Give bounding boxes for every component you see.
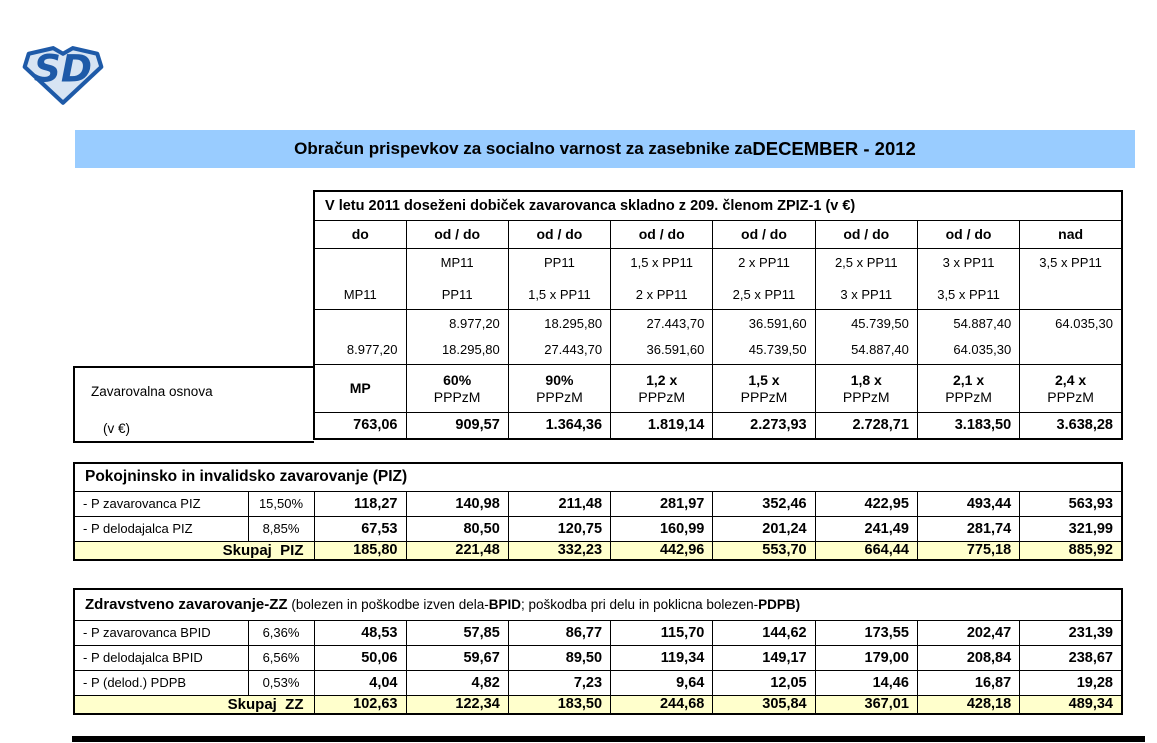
range-label-cell	[1020, 248, 1122, 309]
range-value: 64.035,30	[1055, 315, 1113, 331]
insurance-basis-label-box	[73, 366, 314, 443]
range-label: MP11	[343, 286, 377, 302]
range-value: 18.295,80	[441, 341, 500, 357]
basis-value: 763,06	[314, 412, 406, 439]
piz-total-label: Skupaj PIZ	[74, 541, 314, 560]
range-value: 27.443,70	[544, 341, 603, 357]
column-header: od / do	[713, 220, 815, 248]
total-value: 664,44	[815, 541, 917, 560]
basis-value: 3.183,50	[917, 412, 1019, 439]
basis-header-cell	[406, 364, 508, 412]
total-value: 102,63	[314, 695, 406, 714]
contribution-value: 48,53	[314, 620, 406, 645]
contribution-value: 160,99	[611, 516, 713, 541]
contribution-value: 563,93	[1020, 491, 1122, 516]
table-row	[74, 645, 1122, 670]
range-label-row	[314, 248, 1122, 309]
contribution-value: 231,39	[1020, 620, 1122, 645]
piz-total-row	[74, 541, 1122, 560]
basis-value: 2.273,93	[713, 412, 815, 439]
range-label	[315, 255, 406, 271]
basis-header-sub: PPPzM	[433, 388, 481, 405]
contribution-value: 4,04	[314, 670, 406, 695]
range-label-cell	[314, 248, 406, 309]
column-header-row	[314, 220, 1122, 248]
basis-header-row	[314, 364, 1122, 412]
contribution-label: - P zavarovanca BPID	[74, 620, 248, 645]
total-value: 442,96	[611, 541, 713, 560]
contribution-rate: 15,50%	[248, 491, 314, 516]
range-label: 3,5 x PP11	[937, 286, 1000, 302]
range-value: 54.887,40	[953, 315, 1012, 331]
basis-header-cell	[713, 364, 815, 412]
contribution-label: - P delodajalca PIZ	[74, 516, 248, 541]
contribution-value: 281,74	[917, 516, 1019, 541]
range-label: 3,5 x PP11	[1039, 254, 1102, 270]
basis-value: 909,57	[406, 412, 508, 439]
column-header: od / do	[406, 220, 508, 248]
page-title: Obračun prispevkov za socialno varnost za zasebnike za	[294, 139, 753, 158]
total-value: 305,84	[713, 695, 815, 714]
contribution-value: 140,98	[406, 491, 508, 516]
range-label-cell	[508, 248, 610, 309]
zz-title-seg: ; poškodba pri delu in poklicna bolezen-	[520, 597, 759, 613]
total-value: 367,01	[815, 695, 917, 714]
basis-header-sub: PPPzM	[740, 388, 788, 405]
contribution-value: 202,47	[917, 620, 1019, 645]
range-label-cell	[611, 248, 713, 309]
contribution-value: 211,48	[508, 491, 610, 516]
contribution-value: 4,82	[406, 670, 508, 695]
contribution-value: 352,46	[713, 491, 815, 516]
range-label: PP11	[544, 254, 575, 270]
range-label-cell	[713, 248, 815, 309]
total-value: 489,34	[1020, 695, 1122, 714]
range-value	[1020, 342, 1121, 358]
contribution-value: 67,53	[314, 516, 406, 541]
contribution-value: 120,75	[508, 516, 610, 541]
basis-header: 2,4 x	[1055, 371, 1087, 388]
zz-section-title	[74, 589, 1122, 620]
range-value: 8.977,20	[346, 341, 398, 357]
zz-contributions-table	[73, 588, 1123, 715]
basis-header-cell	[1020, 364, 1122, 412]
basis-header-cell	[611, 364, 713, 412]
basis-header-sub: PPPzM	[1047, 388, 1094, 405]
zz-title-row	[74, 589, 1122, 620]
basis-header-sub: PPPzM	[536, 388, 583, 405]
range-value	[315, 316, 406, 332]
zz-title-seg: (bolezen in poškodbe izven dela-	[287, 597, 489, 613]
contribution-value: 16,87	[917, 670, 1019, 695]
range-label: 1,5 x PP11	[630, 254, 694, 270]
basis-header: 1,5 x	[748, 371, 780, 388]
contribution-value: 281,97	[611, 491, 713, 516]
contribution-rate: 6,56%	[248, 645, 314, 670]
range-value: 45.739,50	[748, 341, 807, 357]
basis-header: 1,8 x	[850, 371, 882, 388]
column-header: od / do	[917, 220, 1019, 248]
page-title-month: DECEMBER - 2012	[752, 138, 916, 159]
range-value: 27.443,70	[646, 315, 705, 331]
contribution-value: 12,05	[713, 670, 815, 695]
range-label: PP11	[441, 286, 473, 302]
contribution-value: 7,23	[508, 670, 610, 695]
contribution-value: 119,34	[611, 645, 713, 670]
range-value: 8.977,20	[449, 315, 500, 331]
basis-header-cell	[917, 364, 1019, 412]
contribution-value: 208,84	[917, 645, 1019, 670]
range-value-cell	[815, 309, 917, 364]
contribution-value: 149,17	[713, 645, 815, 670]
total-value: 221,48	[406, 541, 508, 560]
contribution-label: - P (delod.) PDPB	[74, 670, 248, 695]
basis-header-sub: PPPzM	[638, 388, 686, 405]
range-value-cell	[508, 309, 610, 364]
total-value: 885,92	[1020, 541, 1122, 560]
total-value: 185,80	[314, 541, 406, 560]
table-title-row	[314, 191, 1122, 220]
column-header: nad	[1020, 220, 1122, 248]
contribution-value: 9,64	[611, 670, 713, 695]
logo-letters: SD	[33, 46, 93, 91]
contribution-value: 173,55	[815, 620, 917, 645]
basis-header: 60%	[443, 371, 472, 388]
piz-section-title: Pokojninsko in invalidsko zavarovanje (PIZ)	[74, 463, 1122, 491]
contribution-value: 118,27	[314, 491, 406, 516]
contribution-label: - P delodajalca BPID	[74, 645, 248, 670]
contribution-value: 422,95	[815, 491, 917, 516]
zz-title-pdpb: PDPB)	[758, 597, 801, 613]
contribution-value: 14,46	[815, 670, 917, 695]
range-label-cell	[917, 248, 1019, 309]
range-value-cell	[713, 309, 815, 364]
table-row	[74, 620, 1122, 645]
next-section-top-border	[72, 736, 1145, 742]
table-row	[74, 670, 1122, 695]
table-row	[74, 491, 1122, 516]
total-value: 553,70	[713, 541, 815, 560]
range-label: 1,5 x PP11	[528, 286, 591, 302]
range-label: 3 x PP11	[840, 286, 893, 302]
column-header: do	[314, 220, 406, 248]
range-label: 2 x PP11	[635, 286, 688, 302]
sd-diamond-logo-icon	[22, 44, 104, 106]
basis-header-cell	[508, 364, 610, 412]
piz-title-row	[74, 463, 1122, 491]
basis-value: 1.819,14	[611, 412, 713, 439]
contribution-value: 89,50	[508, 645, 610, 670]
basis-header: 2,1 x	[952, 371, 985, 388]
contribution-value: 144,62	[713, 620, 815, 645]
contribution-value: 238,67	[1020, 645, 1122, 670]
contribution-value: 321,99	[1020, 516, 1122, 541]
bracket-table-title: V letu 2011 doseženi dobiček zavarovanca skladno z 209. členom ZPIZ-1 (v €)	[314, 191, 1122, 220]
contribution-rate: 8,85%	[248, 516, 314, 541]
basis-value: 2.728,71	[815, 412, 917, 439]
basis-header: 1,2 x	[646, 371, 678, 388]
page-title-bar	[75, 130, 1135, 168]
total-value: 122,34	[406, 695, 508, 714]
basis-header-cell	[815, 364, 917, 412]
zz-title-bpid: BPID	[488, 597, 521, 613]
total-value: 244,68	[611, 695, 713, 714]
range-label: 2,5 x PP11	[732, 286, 796, 302]
range-value: 18.295,80	[544, 315, 603, 331]
range-label-cell	[406, 248, 508, 309]
total-value: 183,50	[508, 695, 610, 714]
basis-header-cell	[314, 364, 406, 412]
range-label: 3 x PP11	[942, 254, 995, 270]
column-header: od / do	[508, 220, 610, 248]
total-value: 332,23	[508, 541, 610, 560]
range-label: 2 x PP11	[738, 254, 790, 270]
range-value-row	[314, 309, 1122, 364]
contribution-value: 201,24	[713, 516, 815, 541]
profit-bracket-table	[313, 190, 1123, 440]
basis-box-unit: (v €)	[103, 420, 130, 436]
basis-header: MP	[349, 379, 371, 396]
basis-value-row	[314, 412, 1122, 439]
range-value-cell	[611, 309, 713, 364]
column-header: od / do	[611, 220, 713, 248]
contribution-value: 50,06	[314, 645, 406, 670]
contribution-label: - P zavarovanca PIZ	[74, 491, 248, 516]
range-value-cell	[1020, 309, 1122, 364]
total-value: 775,18	[917, 541, 1019, 560]
range-value: 36.591,60	[748, 315, 807, 331]
piz-contributions-table	[73, 462, 1123, 561]
contribution-value: 241,49	[815, 516, 917, 541]
zz-title-main: Zdravstveno zavarovanje-ZZ	[85, 596, 288, 614]
contribution-value: 115,70	[611, 620, 713, 645]
contribution-value: 80,50	[406, 516, 508, 541]
range-label: MP11	[440, 254, 474, 270]
basis-value: 3.638,28	[1020, 412, 1122, 439]
range-label	[1020, 287, 1121, 303]
contribution-value: 59,67	[406, 645, 508, 670]
range-value: 45.739,50	[851, 315, 909, 331]
zz-total-label: Skupaj ZZ	[74, 695, 314, 714]
range-label-cell	[815, 248, 917, 309]
contribution-value: 19,28	[1020, 670, 1122, 695]
total-value: 428,18	[917, 695, 1019, 714]
range-value: 64.035,30	[953, 341, 1012, 357]
contribution-value: 493,44	[917, 491, 1019, 516]
contribution-value: 179,00	[815, 645, 917, 670]
table-row	[74, 516, 1122, 541]
range-value-cell	[917, 309, 1019, 364]
contribution-value: 86,77	[508, 620, 610, 645]
range-value-cell	[314, 309, 406, 364]
contribution-rate: 0,53%	[248, 670, 314, 695]
basis-header: 90%	[545, 371, 574, 388]
basis-value: 1.364,36	[508, 412, 610, 439]
basis-header-sub: PPPzM	[945, 388, 992, 405]
column-header: od / do	[815, 220, 917, 248]
zz-total-row	[74, 695, 1122, 714]
range-label: 2,5 x PP11	[834, 254, 898, 270]
basis-box-label: Zavarovalna osnova	[91, 384, 213, 400]
contribution-value: 57,85	[406, 620, 508, 645]
basis-header-sub: PPPzM	[842, 388, 890, 405]
contribution-rate: 6,36%	[248, 620, 314, 645]
range-value: 36.591,60	[646, 341, 705, 357]
range-value: 54.887,40	[851, 341, 909, 357]
range-value-cell	[406, 309, 508, 364]
